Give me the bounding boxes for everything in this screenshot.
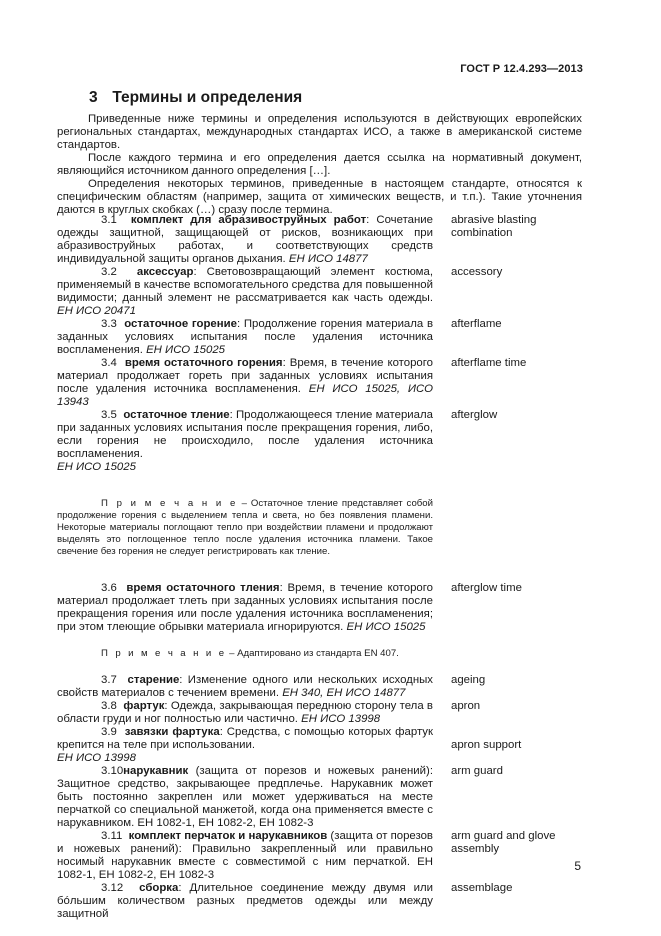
- term-english: apron: [451, 700, 481, 712]
- term-source: ЕН ИСО 15025, ИСО 13943: [57, 383, 433, 408]
- term-english: assemblage: [451, 882, 513, 894]
- term-definition: [57, 726, 433, 765]
- term-separator: :: [229, 409, 233, 421]
- term-entry: [57, 582, 582, 634]
- intro-paragraph: Приведенные ниже термины и определения используются в действующих европейских региональных стандартах, международных стандартах ИСО, а также в американской системе стандартов.: [57, 113, 582, 151]
- term-entry: [57, 214, 582, 266]
- term-number: 3.3: [101, 318, 117, 330]
- term-number: 3.12: [101, 882, 124, 894]
- term-separator: :: [282, 357, 286, 369]
- term-number: 3.4: [101, 357, 117, 369]
- term-entry: [57, 882, 582, 921]
- term-entry: [57, 409, 582, 474]
- term-english: arm guard: [451, 765, 503, 777]
- term-text: Длительное соединение между двумя или бóльшим количеством разных предметов одежды или между защитной: [57, 882, 433, 920]
- term-name: остаточное горение: [124, 318, 237, 330]
- term-english: ageing: [451, 674, 486, 686]
- term-entry: [57, 830, 582, 882]
- term-text: Средства, с помощью которых фартук крепится на теле при использовании.: [57, 726, 433, 751]
- term-name: остаточное тление: [123, 409, 230, 421]
- term-entry: [57, 674, 582, 700]
- term-name: старение: [127, 674, 180, 686]
- note-label: П р и м е ч а н и е: [101, 498, 238, 509]
- term-english: afterflame: [451, 318, 502, 330]
- term-definition: [57, 674, 433, 700]
- term-source: ЕН ИСО 13998: [301, 713, 381, 725]
- term-name: фартук: [123, 700, 165, 712]
- term-separator: :: [366, 214, 370, 226]
- term-name: время остаточного горения: [124, 357, 283, 369]
- term-definition: [57, 266, 433, 318]
- term-separator: :: [236, 318, 241, 330]
- intro-paragraphs: [57, 113, 582, 217]
- term-definition: [57, 318, 433, 357]
- term-text: Время, в течение которого материал продолжает тлеть при заданных условиях испытания после прекращения горения или после удаления источника воспламенения; при этом тлеющие обрывки материала игнорируются.: [57, 582, 433, 633]
- term-text: Изменение одного или нескольких исходных свойств материалов с течением времени.: [57, 674, 433, 699]
- term-definition: [57, 357, 433, 409]
- term-english: apron support: [451, 739, 522, 751]
- section-number: 3: [89, 89, 98, 106]
- term-number: 3.1: [101, 214, 117, 226]
- term-number: 3.10: [101, 765, 124, 777]
- term-entry: [57, 700, 582, 726]
- term-text: Время, в течение которого материал продолжает гореть при заданных условиях испытания после удаления источника воспламенения.: [57, 357, 433, 395]
- term-entry: [57, 726, 582, 765]
- term-entry: [57, 357, 582, 409]
- term-source: ЕН ИСО 15025: [346, 621, 426, 633]
- term-separator: :: [178, 882, 182, 894]
- term-number: 3.11: [101, 830, 123, 842]
- term-english: afterflame time: [451, 357, 527, 369]
- terms-list: [57, 214, 582, 921]
- term-english: arm guard and glove assembly: [451, 830, 556, 855]
- term-name: комплект перчаток и нарукавников: [128, 830, 328, 842]
- term-separator: :: [219, 726, 223, 738]
- term-text: Одежда, закрывающая переднюю сторону тела в области груди и ног полностью или частично.: [57, 700, 433, 725]
- term-english: afterglow: [451, 409, 498, 421]
- term-definition: [57, 214, 433, 266]
- note-label: П р и м е ч а н и е: [101, 648, 227, 659]
- term-separator: :: [179, 674, 183, 686]
- term-name: время остаточного тления: [126, 582, 280, 594]
- term-name: комплект для абразивоструйных работ: [130, 214, 367, 226]
- note-text: – Адаптировано из стандарта EN 407.: [226, 648, 399, 659]
- term-number: 3.9: [101, 726, 117, 738]
- term-definition: [57, 882, 433, 921]
- term-source: ЕН ИСО 15025: [146, 344, 225, 356]
- note-block: [57, 498, 433, 558]
- term-number: 3.2: [101, 266, 117, 278]
- term-entry: [57, 765, 582, 830]
- note-text: – Остаточное тление представляет собой продолжение горения с выделением тепла и света, но без появления пламени. Некоторые материалы поглощают тепло при воздействии пламени и продолжают выделять это поглощенное тепло после удаления источника пламени. Такое свечение без горения не следует регистрировать как тление.: [57, 498, 433, 557]
- term-name: завязки фартука: [124, 726, 220, 738]
- term-separator: :: [164, 700, 168, 712]
- term-definition: [57, 765, 433, 830]
- term-separator: :: [193, 266, 197, 278]
- term-source: ЕН 340, ЕН ИСО 14877: [282, 687, 406, 699]
- term-text: Световозвращающий элемент костюма, применяемый в качестве вспомогательного средства для повышенной видимости; данный элемент не рассматривается как часть одежды.: [57, 266, 433, 304]
- term-english: abrasive blasting combination: [451, 214, 537, 239]
- term-source: ЕН ИСО 14877: [288, 253, 368, 265]
- intro-paragraph: Определения некоторых терминов, приведенные в настоящем стандарте, относятся к специфическим областям (например, защита от химических веществ, и т.п.). Такие уточнения даются в круглых скобках (…) сразу после термина.: [57, 178, 582, 216]
- term-english: accessory: [451, 266, 503, 278]
- term-definition: [57, 830, 433, 882]
- term-entry: [57, 318, 582, 357]
- term-text: Продолжающееся тление материала при заданных условиях испытания после прекращения горения, либо, если горения не происходило, после удаления источника воспламенения.: [57, 409, 433, 460]
- term-text: Сочетание одежды защитной, защищающей от рисков, возникающих при абразивоструйных работах, и соответствующих средств индивидуальной защиты органов дыхания.: [57, 214, 433, 265]
- term-source: ЕН ИСО 15025: [57, 461, 136, 473]
- term-name: нарукавник: [123, 765, 189, 777]
- term-text: (защита от порезов и ножевых ранений): Правильно закрепленный или правильно носимый нарукавник вместе с совместимой с ним перчаткой. ЕН 1082-1, ЕН 1082-2, ЕН 1082-3: [57, 830, 433, 881]
- document-code: ГОСТ Р 12.4.293—2013: [460, 63, 583, 75]
- term-source: ЕН ИСО 13998: [57, 752, 136, 764]
- term-name: аксессуар: [136, 266, 194, 278]
- term-number: 3.6: [101, 582, 117, 594]
- intro-paragraph: После каждого термина и его определения дается ссылка на нормативный документ, являющийся источником данного определения […].: [57, 152, 582, 177]
- term-separator: :: [279, 582, 283, 594]
- term-definition: [57, 582, 433, 634]
- note-block: [57, 648, 433, 660]
- term-text: Продолжение горения материала в заданных условиях испытания после удаления источника воспламенения.: [57, 318, 433, 356]
- term-definition: [57, 409, 433, 474]
- term-source: ЕН ИСО 20471: [57, 305, 136, 317]
- term-number: 3.8: [101, 700, 117, 712]
- section-heading: [89, 89, 302, 107]
- term-number: 3.7: [101, 674, 117, 686]
- term-name: сборка: [139, 882, 179, 894]
- term-english: afterglow time: [451, 582, 522, 594]
- term-entry: [57, 266, 582, 318]
- page-number: 5: [574, 859, 581, 873]
- term-definition: [57, 700, 433, 726]
- term-text: (защита от порезов и ножевых ранений): Защитное средство, закрывающее предплечье. Нарукавник может быть постоянно закреплен или может удерживаться на месте перчаткой со специальной манжетой, когда она применяется вместе с нарукавником. ЕН 1082-1, ЕН 1082-2, ЕН 1082-3: [57, 765, 433, 829]
- term-number: 3.5: [101, 409, 117, 421]
- section-title-text: Термины и определения: [112, 89, 303, 106]
